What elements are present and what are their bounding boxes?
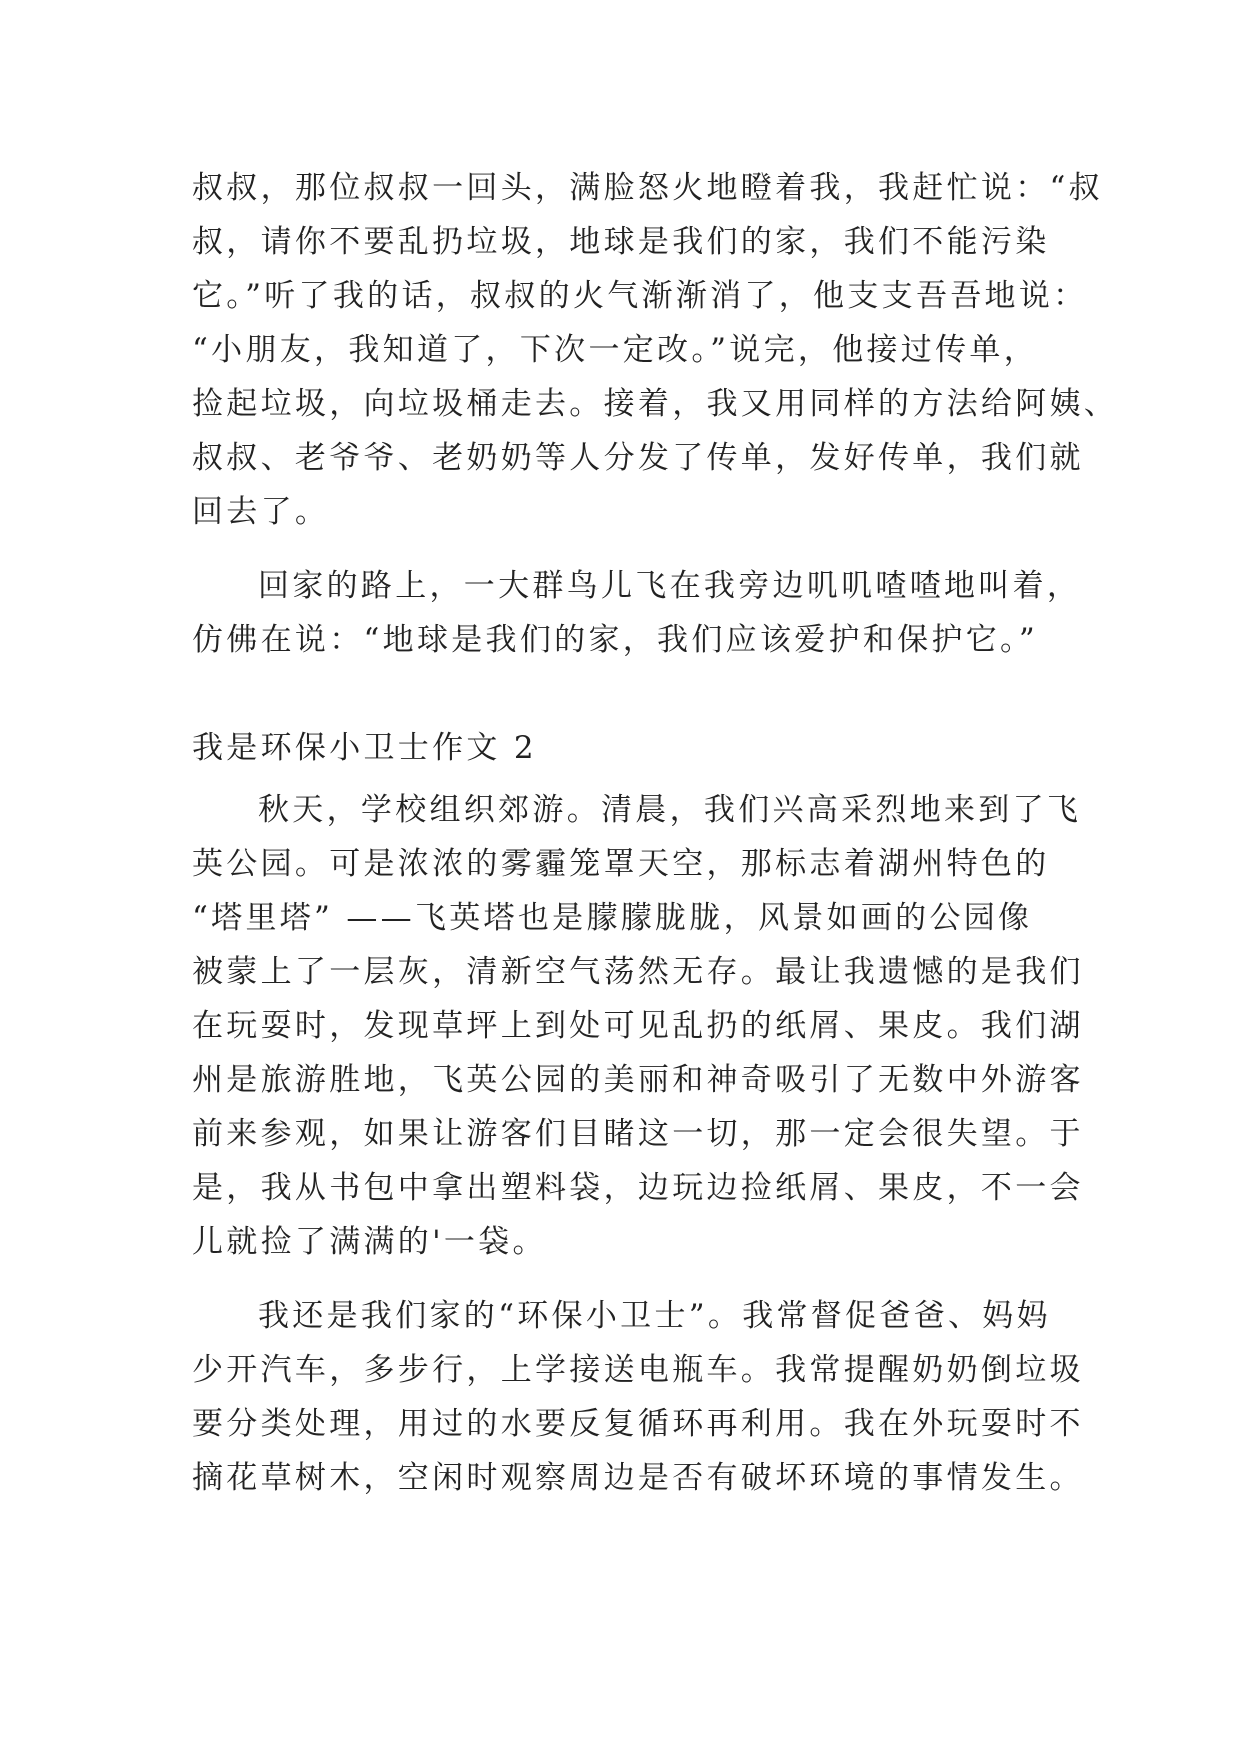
paragraph-line: 回家的路上，一大群鸟儿飞在我旁边叽叽喳喳地叫着， [258, 568, 1082, 604]
paragraph-line: 儿就捡了满满的'一袋。 [192, 1224, 547, 1260]
paragraph-line: 在玩耍时，发现草坪上到处可见乱扔的纸屑、果皮。我们湖 [192, 1008, 1084, 1044]
section-heading: 我是环保小卫士作文 2 [192, 730, 537, 766]
paragraph-line: 叔叔、老爷爷、老奶奶等人分发了传单，发好传单，我们就 [192, 440, 1084, 476]
paragraph-line: 是，我从书包中拿出塑料袋，边玩边捡纸屑、果皮，不一会 [192, 1170, 1084, 1206]
paragraph-line: 叔叔，那位叔叔一回头，满脸怒火地瞪着我，我赶忙说：“叔 [192, 170, 1103, 206]
paragraph-line: 州是旅游胜地，飞英公园的美丽和神奇吸引了无数中外游客 [192, 1062, 1084, 1098]
paragraph-line: 摘花草树木，空闲时观察周边是否有破坏环境的事情发生。 [192, 1460, 1084, 1496]
paragraph-line: 我还是我们家的“环保小卫士”。我常督促爸爸、妈妈 [258, 1298, 1051, 1334]
paragraph-line: 少开汽车，多步行，上学接送电瓶车。我常提醒奶奶倒垃圾 [192, 1352, 1084, 1388]
paragraph-line: 叔，请你不要乱扔垃圾，地球是我们的家，我们不能污染 [192, 224, 1050, 260]
paragraph-line: 它。”听了我的话，叔叔的火气渐渐消了，他支支吾吾地说： [192, 278, 1088, 314]
paragraph-line: “塔里塔” ——飞英塔也是朦朦胧胧，风景如画的公园像 [192, 900, 1033, 936]
paragraph-line: 前来参观，如果让游客们目睹这一切，那一定会很失望。于 [192, 1116, 1084, 1152]
paragraph-line: 被蒙上了一层灰，清新空气荡然无存。最让我遗憾的是我们 [192, 954, 1084, 990]
paragraph-line: 回去了。 [192, 494, 330, 530]
paragraph-line: 秋天，学校组织郊游。清晨，我们兴高采烈地来到了飞 [258, 792, 1082, 828]
paragraph-line: “小朋友，我知道了，下次一定改。”说完，他接过传单， [192, 332, 1038, 368]
paragraph-line: 捡起垃圾，向垃圾桶走去。接着，我又用同样的方法给阿姨、 [192, 386, 1119, 422]
paragraph-line: 仿佛在说：“地球是我们的家，我们应该爱护和保护它。” [192, 622, 1038, 658]
paragraph-line: 要分类处理，用过的水要反复循环再利用。我在外玩耍时不 [192, 1406, 1084, 1442]
paragraph-line: 英公园。可是浓浓的雾霾笼罩天空，那标志着湖州特色的 [192, 846, 1050, 882]
